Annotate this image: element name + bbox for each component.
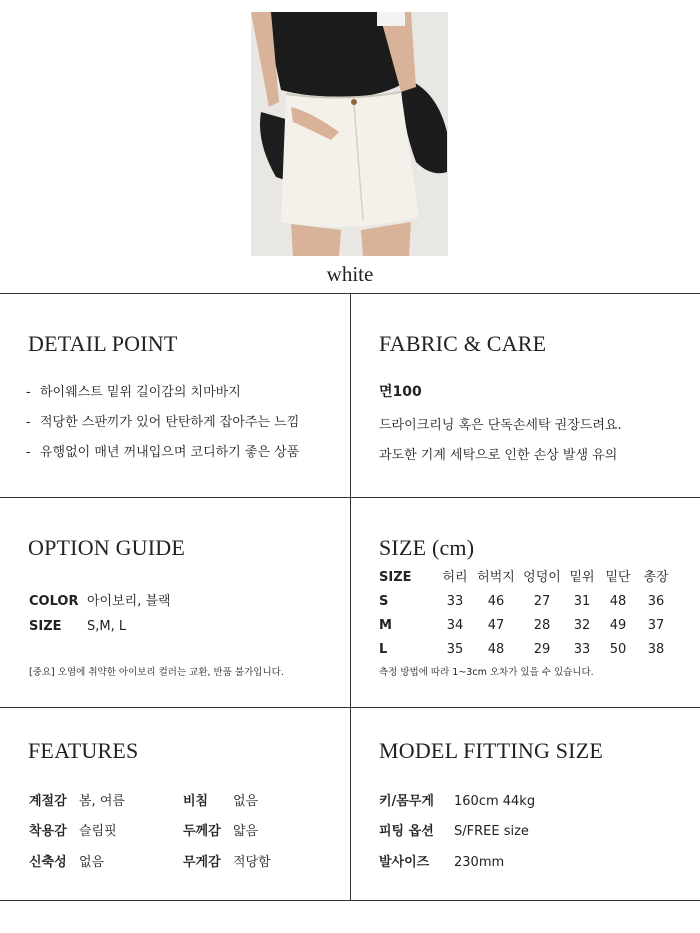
model-fitting-item: 피팅 옵션 S/FREE size xyxy=(379,824,529,839)
size-chart-heading: SIZE (cm) xyxy=(379,535,475,560)
feature-item: 착용감 슬림핏 xyxy=(29,824,117,839)
table-row xyxy=(379,638,675,662)
table-cell: 47 xyxy=(487,618,505,633)
table-cell: 37 xyxy=(647,618,665,633)
model-fitting-heading: MODEL FITTING SIZE xyxy=(379,738,603,763)
option-guide-heading: OPTION GUIDE xyxy=(28,535,185,560)
size-column-header: 허벅지 xyxy=(477,570,515,585)
option-size-row xyxy=(29,619,126,634)
table-row xyxy=(379,614,675,638)
feature-item: 계절감 봄, 여름 xyxy=(29,794,125,809)
feature-item: 비침 없음 xyxy=(183,794,259,809)
list-item: - 유행없이 매년 꺼내입으며 코디하기 좋은 상품 xyxy=(26,445,300,460)
table-cell: 33 xyxy=(573,642,591,657)
size-table-header xyxy=(379,566,675,590)
option-note: [중요] 오염에 취약한 아이보리 컬러는 교환, 반품 불가입니다. xyxy=(29,667,284,678)
table-cell: 38 xyxy=(647,642,665,657)
size-row-label: M xyxy=(379,618,392,633)
size-table xyxy=(379,566,675,662)
fabric-care-heading: FABRIC & CARE xyxy=(379,331,547,356)
table-cell: 48 xyxy=(609,594,627,609)
table-cell: 29 xyxy=(533,642,551,657)
option-color-label: COLOR xyxy=(29,594,79,609)
detail-point-list xyxy=(26,383,299,473)
size-note: 측정 방법에 따라 1~3cm 오차가 있을 수 있습니다. xyxy=(379,667,594,678)
model-fitting-item: 발사이즈 230mm xyxy=(379,855,505,870)
size-row-label: L xyxy=(379,642,388,657)
color-caption: white xyxy=(326,262,374,286)
table-cell: 48 xyxy=(487,642,505,657)
table-cell: 46 xyxy=(487,594,505,609)
fabric-material: 면100 xyxy=(379,384,422,400)
table-row xyxy=(379,590,675,614)
product-photo-illustration xyxy=(251,12,448,256)
table-cell: 27 xyxy=(533,594,551,609)
table-cell: 49 xyxy=(609,618,627,633)
option-color-row xyxy=(29,590,171,609)
option-size-label: SIZE xyxy=(29,619,62,634)
option-size-value: S,M, L xyxy=(87,619,127,634)
table-cell: 33 xyxy=(446,594,464,609)
product-photo xyxy=(251,12,448,256)
care-line: 드라이크리닝 혹은 단독손세탁 권장드려요. xyxy=(379,418,622,433)
option-color-value: 아이보리, 블랙 xyxy=(87,594,171,609)
list-item: - 적당한 스판끼가 있어 탄탄하게 잡아주는 느낌 xyxy=(26,415,300,430)
features-heading: FEATURES xyxy=(28,738,139,763)
table-cell: 34 xyxy=(446,618,464,633)
feature-item: 두께감 얇음 xyxy=(183,824,259,839)
table-cell: 31 xyxy=(573,594,591,609)
table-cell: 28 xyxy=(533,618,551,633)
care-line: 과도한 기계 세탁으로 인한 손상 발생 유의 xyxy=(379,448,618,463)
feature-item: 신축성 없음 xyxy=(29,855,105,870)
size-column-header: 허리 xyxy=(442,570,468,585)
table-cell: 50 xyxy=(609,642,627,657)
size-column-header: 엉덩이 xyxy=(523,570,561,585)
divider-vertical xyxy=(350,293,351,901)
size-header-label: SIZE xyxy=(379,570,412,585)
size-column-header: 밑위 xyxy=(569,570,595,585)
size-column-header: 총장 xyxy=(643,570,669,585)
detail-point-heading: DETAIL POINT xyxy=(28,331,178,356)
model-fitting-item: 키/몸무게 160cm 44kg xyxy=(379,794,536,809)
feature-item: 무게감 적당함 xyxy=(183,855,271,870)
table-cell: 32 xyxy=(573,618,591,633)
list-item: - 하이웨스트 밑위 길이감의 치마바지 xyxy=(26,385,241,400)
table-cell: 36 xyxy=(647,594,665,609)
size-column-header: 밑단 xyxy=(605,570,631,585)
size-row-label: S xyxy=(379,594,389,609)
table-cell: 35 xyxy=(446,642,464,657)
